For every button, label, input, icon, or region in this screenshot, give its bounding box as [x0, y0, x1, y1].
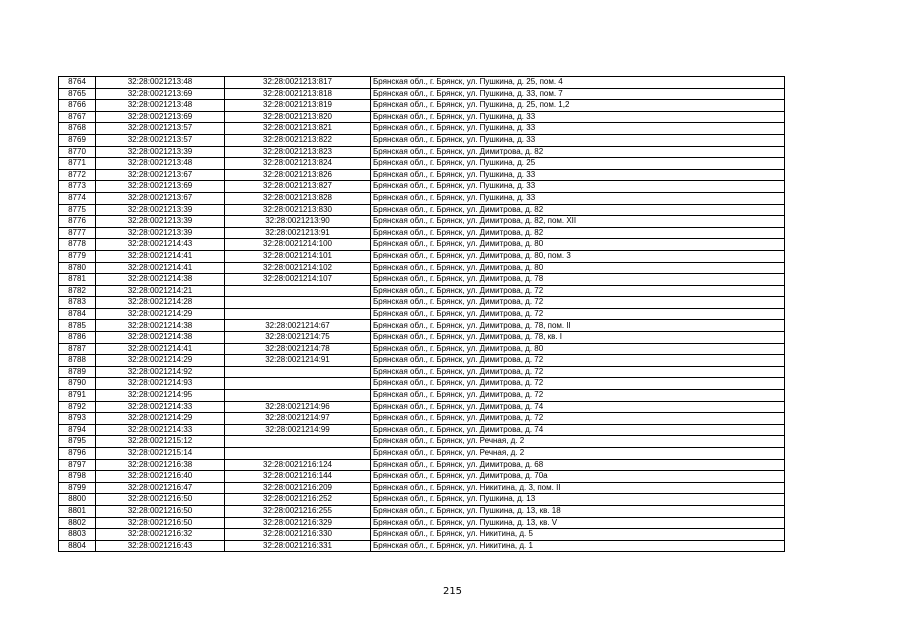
object-number-cell: 32:28:0021213:819	[225, 100, 371, 112]
address-cell: Брянская обл., г. Брянск, ул. Никитина, д. 3, пом. II	[371, 482, 785, 494]
parcel-number-cell: 32:28:0021214:29	[96, 308, 225, 320]
object-number-cell: 32:28:0021216:252	[225, 494, 371, 506]
row-number-cell: 8803	[59, 529, 96, 541]
table-row	[59, 390, 785, 402]
parcel-number-cell: 32:28:0021216:40	[96, 471, 225, 483]
address-cell: Брянская обл., г. Брянск, ул. Димитрова, д. 80	[371, 262, 785, 274]
address-cell: Брянская обл., г. Брянск, ул. Пушкина, д. 33	[371, 169, 785, 181]
row-number-cell: 8769	[59, 134, 96, 146]
object-number-cell: 32:28:0021213:828	[225, 192, 371, 204]
parcel-number-cell: 32:28:0021213:57	[96, 123, 225, 135]
address-cell: Брянская обл., г. Брянск, ул. Димитрова, д. 70а	[371, 471, 785, 483]
row-number-cell: 8782	[59, 285, 96, 297]
object-number-cell	[225, 390, 371, 402]
table-row	[59, 88, 785, 100]
table-row	[59, 169, 785, 181]
object-number-cell: 32:28:0021214:78	[225, 343, 371, 355]
row-number-cell: 8799	[59, 482, 96, 494]
object-number-cell: 32:28:0021213:830	[225, 204, 371, 216]
object-number-cell: 32:28:0021216:209	[225, 482, 371, 494]
object-number-cell	[225, 448, 371, 460]
parcel-number-cell: 32:28:0021213:48	[96, 158, 225, 170]
address-cell: Брянская обл., г. Брянск, ул. Никитина, д. 5	[371, 529, 785, 541]
object-number-cell: 32:28:0021213:824	[225, 158, 371, 170]
object-number-cell	[225, 308, 371, 320]
parcel-number-cell: 32:28:0021216:50	[96, 517, 225, 529]
parcel-number-cell: 32:28:0021216:32	[96, 529, 225, 541]
row-number-cell: 8764	[59, 77, 96, 89]
address-cell: Брянская обл., г. Брянск, ул. Димитрова, д. 72	[371, 355, 785, 367]
table-row	[59, 424, 785, 436]
table-row	[59, 366, 785, 378]
table-row	[59, 482, 785, 494]
table-row	[59, 332, 785, 344]
table-row	[59, 77, 785, 89]
address-cell: Брянская обл., г. Брянск, ул. Димитрова, д. 72	[371, 297, 785, 309]
object-number-cell: 32:28:0021213:826	[225, 169, 371, 181]
table-row	[59, 297, 785, 309]
parcel-number-cell: 32:28:0021216:38	[96, 459, 225, 471]
object-number-cell: 32:28:0021216:330	[225, 529, 371, 541]
parcel-number-cell: 32:28:0021213:69	[96, 111, 225, 123]
table-row	[59, 250, 785, 262]
parcel-number-cell: 32:28:0021214:29	[96, 355, 225, 367]
address-cell: Брянская обл., г. Брянск, ул. Димитрова, д. 72	[371, 413, 785, 425]
row-number-cell: 8774	[59, 192, 96, 204]
parcel-number-cell: 32:28:0021214:38	[96, 332, 225, 344]
parcel-number-cell: 32:28:0021214:33	[96, 424, 225, 436]
parcel-number-cell: 32:28:0021213:69	[96, 181, 225, 193]
row-number-cell: 8791	[59, 390, 96, 402]
object-number-cell: 32:28:0021213:91	[225, 227, 371, 239]
address-cell: Брянская обл., г. Брянск, ул. Никитина, д. 1	[371, 540, 785, 552]
parcel-number-cell: 32:28:0021214:29	[96, 413, 225, 425]
row-number-cell: 8785	[59, 320, 96, 332]
table-row	[59, 308, 785, 320]
row-number-cell: 8796	[59, 448, 96, 460]
address-cell: Брянская обл., г. Брянск, ул. Пушкина, д. 33	[371, 192, 785, 204]
parcel-number-cell: 32:28:0021215:12	[96, 436, 225, 448]
address-cell: Брянская обл., г. Брянск, ул. Димитрова, д. 74	[371, 424, 785, 436]
row-number-cell: 8804	[59, 540, 96, 552]
row-number-cell: 8780	[59, 262, 96, 274]
object-number-cell: 32:28:0021213:820	[225, 111, 371, 123]
object-number-cell	[225, 378, 371, 390]
object-number-cell: 32:28:0021214:107	[225, 274, 371, 286]
parcel-number-cell: 32:28:0021214:43	[96, 239, 225, 251]
object-number-cell: 32:28:0021216:124	[225, 459, 371, 471]
parcel-number-cell: 32:28:0021214:38	[96, 274, 225, 286]
table-row	[59, 343, 785, 355]
object-number-cell	[225, 285, 371, 297]
object-number-cell	[225, 436, 371, 448]
row-number-cell: 8802	[59, 517, 96, 529]
object-number-cell: 32:28:0021214:102	[225, 262, 371, 274]
address-cell: Брянская обл., г. Брянск, ул. Димитрова, д. 80, пом. 3	[371, 250, 785, 262]
table-row	[59, 448, 785, 460]
address-cell: Брянская обл., г. Брянск, ул. Димитрова, д. 78, кв. I	[371, 332, 785, 344]
address-cell: Брянская обл., г. Брянск, ул. Пушкина, д. 25, пом. 1,2	[371, 100, 785, 112]
address-cell: Брянская обл., г. Брянск, ул. Пушкина, д. 13, кв. 18	[371, 505, 785, 517]
table-row	[59, 262, 785, 274]
parcel-number-cell: 32:28:0021214:95	[96, 390, 225, 402]
row-number-cell: 8790	[59, 378, 96, 390]
object-number-cell: 32:28:0021213:821	[225, 123, 371, 135]
table-row	[59, 517, 785, 529]
registry-table-body	[59, 77, 785, 552]
object-number-cell: 32:28:0021214:100	[225, 239, 371, 251]
address-cell: Брянская обл., г. Брянск, ул. Пушкина, д. 13	[371, 494, 785, 506]
parcel-number-cell: 32:28:0021215:14	[96, 448, 225, 460]
parcel-number-cell: 32:28:0021214:28	[96, 297, 225, 309]
address-cell: Брянская обл., г. Брянск, ул. Пушкина, д. 13, кв. V	[371, 517, 785, 529]
row-number-cell: 8788	[59, 355, 96, 367]
table-row	[59, 158, 785, 170]
parcel-number-cell: 32:28:0021213:39	[96, 204, 225, 216]
table-row	[59, 540, 785, 552]
parcel-number-cell: 32:28:0021214:38	[96, 320, 225, 332]
parcel-number-cell: 32:28:0021214:93	[96, 378, 225, 390]
row-number-cell: 8798	[59, 471, 96, 483]
address-cell: Брянская обл., г. Брянск, ул. Пушкина, д. 33, пом. 7	[371, 88, 785, 100]
object-number-cell: 32:28:0021216:255	[225, 505, 371, 517]
object-number-cell: 32:28:0021214:97	[225, 413, 371, 425]
row-number-cell: 8781	[59, 274, 96, 286]
object-number-cell: 32:28:0021214:99	[225, 424, 371, 436]
row-number-cell: 8778	[59, 239, 96, 251]
parcel-number-cell: 32:28:0021213:48	[96, 77, 225, 89]
address-cell: Брянская обл., г. Брянск, ул. Речная, д. 2	[371, 436, 785, 448]
table-row	[59, 111, 785, 123]
table-row	[59, 204, 785, 216]
table-row	[59, 505, 785, 517]
object-number-cell: 32:28:0021213:90	[225, 216, 371, 228]
parcel-number-cell: 32:28:0021213:39	[96, 227, 225, 239]
table-row	[59, 146, 785, 158]
object-number-cell	[225, 297, 371, 309]
row-number-cell: 8771	[59, 158, 96, 170]
parcel-number-cell: 32:28:0021216:43	[96, 540, 225, 552]
row-number-cell: 8772	[59, 169, 96, 181]
parcel-number-cell: 32:28:0021216:50	[96, 494, 225, 506]
address-cell: Брянская обл., г. Брянск, ул. Димитрова, д. 72	[371, 366, 785, 378]
table-row	[59, 459, 785, 471]
object-number-cell: 32:28:0021213:818	[225, 88, 371, 100]
object-number-cell: 32:28:0021214:67	[225, 320, 371, 332]
row-number-cell: 8789	[59, 366, 96, 378]
object-number-cell: 32:28:0021214:96	[225, 401, 371, 413]
object-number-cell: 32:28:0021213:822	[225, 134, 371, 146]
row-number-cell: 8777	[59, 227, 96, 239]
object-number-cell: 32:28:0021214:75	[225, 332, 371, 344]
row-number-cell: 8773	[59, 181, 96, 193]
parcel-number-cell: 32:28:0021214:41	[96, 343, 225, 355]
table-row	[59, 216, 785, 228]
row-number-cell: 8787	[59, 343, 96, 355]
parcel-number-cell: 32:28:0021214:21	[96, 285, 225, 297]
table-row	[59, 227, 785, 239]
parcel-number-cell: 32:28:0021213:67	[96, 192, 225, 204]
address-cell: Брянская обл., г. Брянск, ул. Димитрова, д. 78, пом. II	[371, 320, 785, 332]
table-row	[59, 436, 785, 448]
row-number-cell: 8783	[59, 297, 96, 309]
parcel-number-cell: 32:28:0021214:41	[96, 262, 225, 274]
address-cell: Брянская обл., г. Брянск, ул. Димитрова, д. 68	[371, 459, 785, 471]
address-cell: Брянская обл., г. Брянск, ул. Пушкина, д. 33	[371, 134, 785, 146]
table-row	[59, 123, 785, 135]
row-number-cell: 8800	[59, 494, 96, 506]
object-number-cell	[225, 366, 371, 378]
row-number-cell: 8770	[59, 146, 96, 158]
table-row	[59, 529, 785, 541]
address-cell: Брянская обл., г. Брянск, ул. Пушкина, д. 33	[371, 181, 785, 193]
registry-table	[58, 76, 785, 552]
address-cell: Брянская обл., г. Брянск, ул. Димитрова, д. 72	[371, 390, 785, 402]
address-cell: Брянская обл., г. Брянск, ул. Димитрова, д. 82	[371, 146, 785, 158]
table-row	[59, 285, 785, 297]
object-number-cell: 32:28:0021214:101	[225, 250, 371, 262]
parcel-number-cell: 32:28:0021216:50	[96, 505, 225, 517]
parcel-number-cell: 32:28:0021213:67	[96, 169, 225, 181]
parcel-number-cell: 32:28:0021214:92	[96, 366, 225, 378]
object-number-cell: 32:28:0021214:91	[225, 355, 371, 367]
table-row	[59, 274, 785, 286]
row-number-cell: 8784	[59, 308, 96, 320]
address-cell: Брянская обл., г. Брянск, ул. Пушкина, д. 25	[371, 158, 785, 170]
row-number-cell: 8797	[59, 459, 96, 471]
parcel-number-cell: 32:28:0021213:69	[96, 88, 225, 100]
address-cell: Брянская обл., г. Брянск, ул. Димитрова, д. 80	[371, 239, 785, 251]
row-number-cell: 8786	[59, 332, 96, 344]
row-number-cell: 8776	[59, 216, 96, 228]
address-cell: Брянская обл., г. Брянск, ул. Димитрова, д. 78	[371, 274, 785, 286]
row-number-cell: 8795	[59, 436, 96, 448]
table-row	[59, 355, 785, 367]
address-cell: Брянская обл., г. Брянск, ул. Пушкина, д. 33	[371, 111, 785, 123]
table-row	[59, 239, 785, 251]
address-cell: Брянская обл., г. Брянск, ул. Речная, д. 2	[371, 448, 785, 460]
row-number-cell: 8794	[59, 424, 96, 436]
object-number-cell: 32:28:0021213:823	[225, 146, 371, 158]
object-number-cell: 32:28:0021216:144	[225, 471, 371, 483]
address-cell: Брянская обл., г. Брянск, ул. Димитрова, д. 72	[371, 285, 785, 297]
address-cell: Брянская обл., г. Брянск, ул. Пушкина, д. 25, пом. 4	[371, 77, 785, 89]
table-row	[59, 413, 785, 425]
parcel-number-cell: 32:28:0021213:57	[96, 134, 225, 146]
row-number-cell: 8766	[59, 100, 96, 112]
object-number-cell: 32:28:0021213:817	[225, 77, 371, 89]
row-number-cell: 8779	[59, 250, 96, 262]
parcel-number-cell: 32:28:0021213:48	[96, 100, 225, 112]
table-row	[59, 181, 785, 193]
object-number-cell: 32:28:0021216:329	[225, 517, 371, 529]
row-number-cell: 8768	[59, 123, 96, 135]
page-number: 215	[442, 586, 463, 597]
row-number-cell: 8801	[59, 505, 96, 517]
address-cell: Брянская обл., г. Брянск, ул. Димитрова, д. 82	[371, 204, 785, 216]
object-number-cell: 32:28:0021216:331	[225, 540, 371, 552]
table-row	[59, 494, 785, 506]
table-row	[59, 378, 785, 390]
row-number-cell: 8775	[59, 204, 96, 216]
address-cell: Брянская обл., г. Брянск, ул. Димитрова, д. 82, пом. XII	[371, 216, 785, 228]
row-number-cell: 8792	[59, 401, 96, 413]
table-row	[59, 100, 785, 112]
table-row	[59, 471, 785, 483]
parcel-number-cell: 32:28:0021216:47	[96, 482, 225, 494]
parcel-number-cell: 32:28:0021213:39	[96, 216, 225, 228]
row-number-cell: 8767	[59, 111, 96, 123]
address-cell: Брянская обл., г. Брянск, ул. Димитрова, д. 72	[371, 308, 785, 320]
row-number-cell: 8765	[59, 88, 96, 100]
table-row	[59, 192, 785, 204]
parcel-number-cell: 32:28:0021214:41	[96, 250, 225, 262]
address-cell: Брянская обл., г. Брянск, ул. Димитрова, д. 80	[371, 343, 785, 355]
parcel-number-cell: 32:28:0021214:33	[96, 401, 225, 413]
address-cell: Брянская обл., г. Брянск, ул. Пушкина, д. 33	[371, 123, 785, 135]
table-row	[59, 134, 785, 146]
table-row	[59, 320, 785, 332]
address-cell: Брянская обл., г. Брянск, ул. Димитрова, д. 82	[371, 227, 785, 239]
address-cell: Брянская обл., г. Брянск, ул. Димитрова, д. 74	[371, 401, 785, 413]
object-number-cell: 32:28:0021213:827	[225, 181, 371, 193]
table-row	[59, 401, 785, 413]
row-number-cell: 8793	[59, 413, 96, 425]
parcel-number-cell: 32:28:0021213:39	[96, 146, 225, 158]
address-cell: Брянская обл., г. Брянск, ул. Димитрова, д. 72	[371, 378, 785, 390]
